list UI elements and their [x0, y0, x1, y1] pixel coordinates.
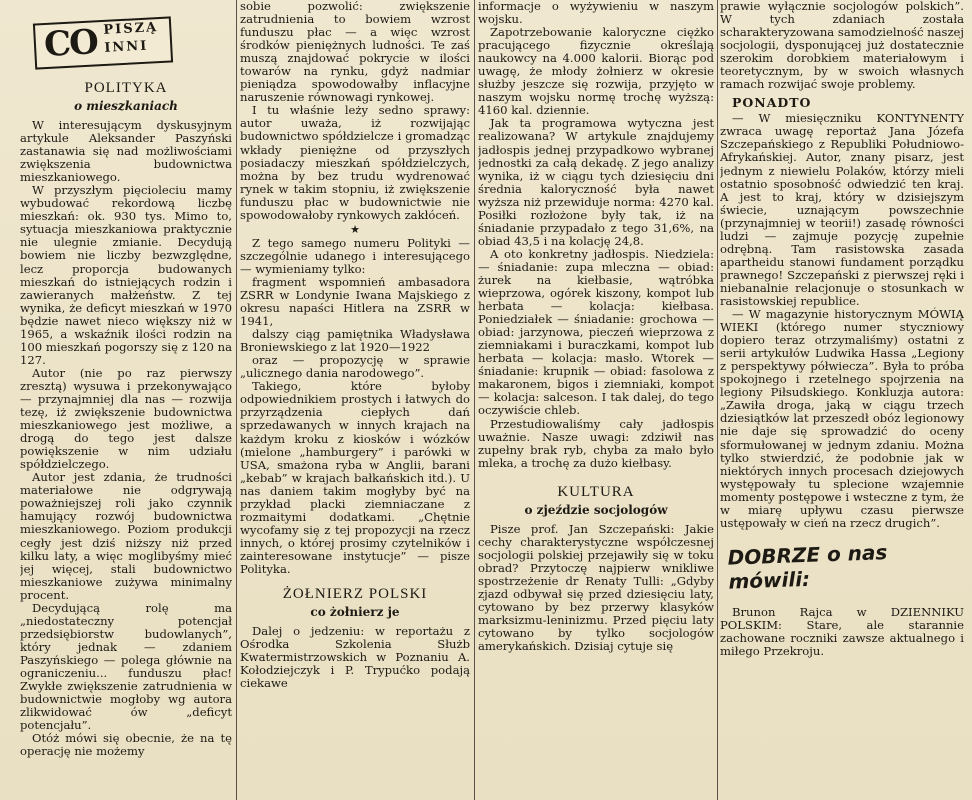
article-paragraph: oraz — propozycję w sprawie „ulicznego dania narodowego”. [240, 353, 470, 381]
article-paragraph: A oto konkretny jadłospis. Niedziela: — śniadanie: zupa mleczna — obiad: żurek na kiełbasie, wątróbka wieprzowa, ogórek kiszony, kompot lub herbata — kolacja: kiełbasa. Poniedziałek — śniadanie: grochowa — obiad: jarzynowa, pieczeń wieprzowa z ziemniakami i buraczkami, kompot lub herbata — kolacja: masło. Wtorek — śniadanie: krupnik — obiad: fasolowa z makaronem, bigos i ziemniaki, kompot — kolacja: salceson. I tak dalej, do tego oczywiście chleb. [478, 246, 714, 418]
column-divider [474, 0, 475, 800]
article-paragraph: — W miesięczniku KONTYNENTY zwraca uwagę reportaż Jana Józefa Szczepańskiego z Republiki Południowo-Afrykańskiej. Autor, znany pisarz, jest jednym z niewielu Polaków, którzy mieli ostatnio sposobność odwiedzić ten kraj. A jest to kraj, który w dzisiejszym świecie, uznającym powszechnie (przynajmniej w teorii!) zasadę równości ludzi — zajmuje pozycję zupełnie odrębną. Tam rasistowska zasada apartheidu stanowi fundament porządku prawnego! Szczepański z pierwszej ręki i niebanalnie relacjonuje o stosunkach w rasistowskiej republice. [720, 111, 964, 308]
logo-inni: INNI [103, 38, 149, 56]
article-paragraph: Autor (nie po raz pierwszy zresztą) wysuwa i przekonywająco — przynajmniej dla nas — rozwija tezę, iż zwiększenie budownictwa mieszkaniowego jest możliwe, a drogą do tego jest dalsze powiększenie w nim udziału spółdzielczego. [20, 365, 232, 472]
article-paragraph: informacje o wyżywieniu w naszym wojsku. [478, 0, 714, 27]
logo-co: CO [43, 22, 98, 65]
section-title-kultura: KULTURA [557, 483, 635, 500]
article-paragraph: I tu właśnie leży sedno sprawy: autor uważa, iż rozwijając budownictwo spółdzielcze i gromadząc wkłady pieniężne od przyszłych posiadaczy mieszkań spółdzielczych, można by bez trudu wydrenować rynek w takim stopniu, iż zwiększenie funduszu płac w budownictwie nie spowodowałoby rynkowych zakłóceń. [240, 103, 470, 222]
logo-pisza: PISZĄ [103, 19, 159, 38]
section-subtitle: o zjeździe socjologów [524, 502, 668, 517]
separator-star: ★ [350, 222, 360, 236]
handwritten-heading [727, 539, 964, 596]
article-paragraph: fragment wspomnień ambasadora ZSRR w Londynie Iwana Majskiego z okresu napaści Hitlera na ZSRR w 1941, [240, 274, 470, 329]
article-paragraph: Pisze prof. Jan Szczepański: Jakie cechy charakterystyczne współczesnej socjologii polskiej przejawiły się w toku obrad? Przytoczę najpierw wnikliwe spostrzeżenie dr Renaty Tulli: „Gdyby zjazd odbywał się przed dziesięciu laty, cytowano by bez przerwy klasyków marksizmu-leninizmu. Przed pięciu laty cytowano by tylko socjologów amerykańskich. Dzisiaj cytuje się [478, 521, 714, 654]
article-paragraph: Brunon Rajca w DZIENNIKU POLSKIM: Stare, ale starannie zachowane roczniki zawsze aktualnego i miłego Przekroju. [720, 604, 964, 658]
article-paragraph: prawie wyłącznie socjologów polskich”. W tych zdaniach została scharakteryzowana samodzielność naszej socjologii, dysponującej już dostatecznie szerokim dorobkiem materiałowym i teoretycznym, by w swoich własnych ramach rozwijać swoje problemy. [720, 0, 964, 92]
article-paragraph: — W magazynie historycznym MÓWIĄ WIEKI (którego numer styczniowy dopiero teraz otrzymaliśmy) ostatni z serii artykułów Ludwika Hassa „Legiony z perspektywy półwiecza”. Była to próba spokojnego i rzetelnego spojrzenia na legiony Piłsudskiego. Konkluzja autora: „Zawiła droga, jaką w ciągu trzech dziesiątków lat przeszedł obóz legionowy nie daje się sprowadzić do oceny sformułowanej w jednym zdaniu. Można tylko stwierdzić, że podobnie jak w niektórych innych procesach dziejowych występowały tu splecione wzajemnie momenty postępowe i wsteczne z tym, że w miarę upływu czasu pierwsze ustępowały w cień na rzecz drugich”. [720, 307, 964, 530]
section-title-zolnierz: ŻOŁNIERZ POLSKI [282, 586, 428, 603]
article-paragraph: Jak ta programowa wytyczna jest realizowana? W artykule znajdujemy jadłospis jednej przypadkowo wybranej jednostki za całą dekadę. Z jego analizy wynika, iż w ciągu tych dziesięciu dni średnia kaloryczność była nawet wyższa niż przewiduje norma: 4270 kal. Posiłki rozłożone były tak, iż na śniadanie przypadało z tego 31,6%, na obiad 43,5 i na kolację 24,8. [478, 116, 714, 248]
article-paragraph: Z tego samego numeru Polityki — szczególnie udanego i interesującego — wymieniamy tylko: [240, 235, 470, 276]
handwritten-heading-text: DOBRZE o nas mówili: [727, 539, 888, 594]
section-title-polityka: POLITYKA [84, 80, 168, 96]
column-1 [20, 0, 232, 800]
article-paragraph: Dalej o jedzeniu: w reportażu z Ośrodka Szkolenia Służb Kwatermistrzowskich w Poznaniu A. Kołodziejczyk i P. Trypućko podają ciekawe [240, 624, 470, 691]
column-divider [717, 0, 718, 800]
article-paragraph: W interesującym dyskusyjnym artykule Aleksander Paszyński zastanawia się nad możliwościami zwiększenia budownictwa mieszkaniowego. [20, 118, 232, 185]
article-paragraph: Autor jest zdania, że trudności materiałowe nie odgrywają poważniejszej roli jako czynnik hamujący rozwój budownictwa mieszkaniowego. Poziom produkcji cegły jest dziś niższy niż przed kilku laty, a więc moglibyśmy mieć jej więcej, stali budownictwo mieszkaniowe zużywa minimalny procent. [20, 470, 232, 602]
column-2 [240, 0, 470, 800]
article-paragraph: Zapotrzebowanie kaloryczne ciężko pracującego fizycznie określają naukowcy na 4.000 kalorii. Biorąc pod uwagę, że młody żołnierz w okresie służby jeszcze się rozwija, przyjęto w naszym wojsku normę trochę wyższą: 4160 kal. dziennie. [478, 25, 714, 118]
co-pisza-inni-logo [28, 16, 178, 70]
article-paragraph: dalszy ciąg pamiętnika Władysława Broniewskiego z lat 1920—1922 [240, 327, 470, 355]
article-paragraph: Decydującą rolę ma „niedostateczny potencjał przedsiębiorstw budowlanych”, który jednak — zdaniem Paszyńskiego — polega głównie na ograniczeniu... funduszu płac! Zwykłe zwiększenie zatrudnienia w budownictwie mogłoby wg autora zlikwidować ów „deficyt potencjału”. [20, 600, 232, 733]
column-4 [720, 0, 964, 800]
section-title-ponadto: PONADTO [732, 95, 812, 111]
article-paragraph: Takiego, które byłoby odpowiednikiem prostych i łatwych do przyrządzenia ciepłych dań sprzedawanych w innych krajach na każdym kroku z kiosków i wózków (mielone „hamburgery” i parówki w USA, smażona ryba w Anglii, barani „kebab” w krajach bałkańskich itd.). U nas daniem takim mogłyby być na przykład placki ziemniaczane z rozmaitymi dodatkami. „Chętnie wycofamy się z tej propozycji na rzecz innych, o której prosimy czytelników i zainteresowane instytucje” — pisze Polityka. [240, 379, 470, 576]
article-paragraph: W przyszłym pięcioleciu mamy wybudować rekordową liczbę mieszkań: ok. 930 tys. Mimo to, sytuacja mieszkaniowa praktycznie nie ulegnie zmianie. Decydują bowiem nie liczby bezwzględne, lecz proporcja budowanych mieszkań do istniejących rodzin i zawieranych małżeństw. Z tej wynika, że deficyt mieszkań w 1970 będzie nawet nieco większy niż w 1965, a wskaźnik ilości rodzin na 100 mieszkań pogorszy się z 120 na 127. [20, 183, 232, 367]
column-divider [236, 0, 237, 800]
column-3 [478, 0, 714, 800]
article-paragraph: sobie pozwolić: zwiększenie zatrudnienia to bowiem wzrost funduszu płac — a więc wzrost środków pieniężnych ludności. Te zaś muszą znajdować pokrycie w ilości towarów na rynku, gdyż nadmiar pieniądza spowodowałby inflacyjne naruszenie równowagi rynkowej. [240, 0, 470, 105]
article-paragraph: Przestudiowaliśmy cały jadłospis uważnie. Nasze uwagi: zdziwił nas zupełny brak ryb, chyba za mało było mleka, a trochę za dużo kiełbasy. [478, 416, 714, 470]
section-subtitle: o mieszkaniach [74, 99, 178, 113]
article-paragraph: Otóż mówi się obecnie, że na tę operację nie możemy [20, 731, 232, 759]
section-subtitle: co żołnierz je [310, 605, 400, 620]
